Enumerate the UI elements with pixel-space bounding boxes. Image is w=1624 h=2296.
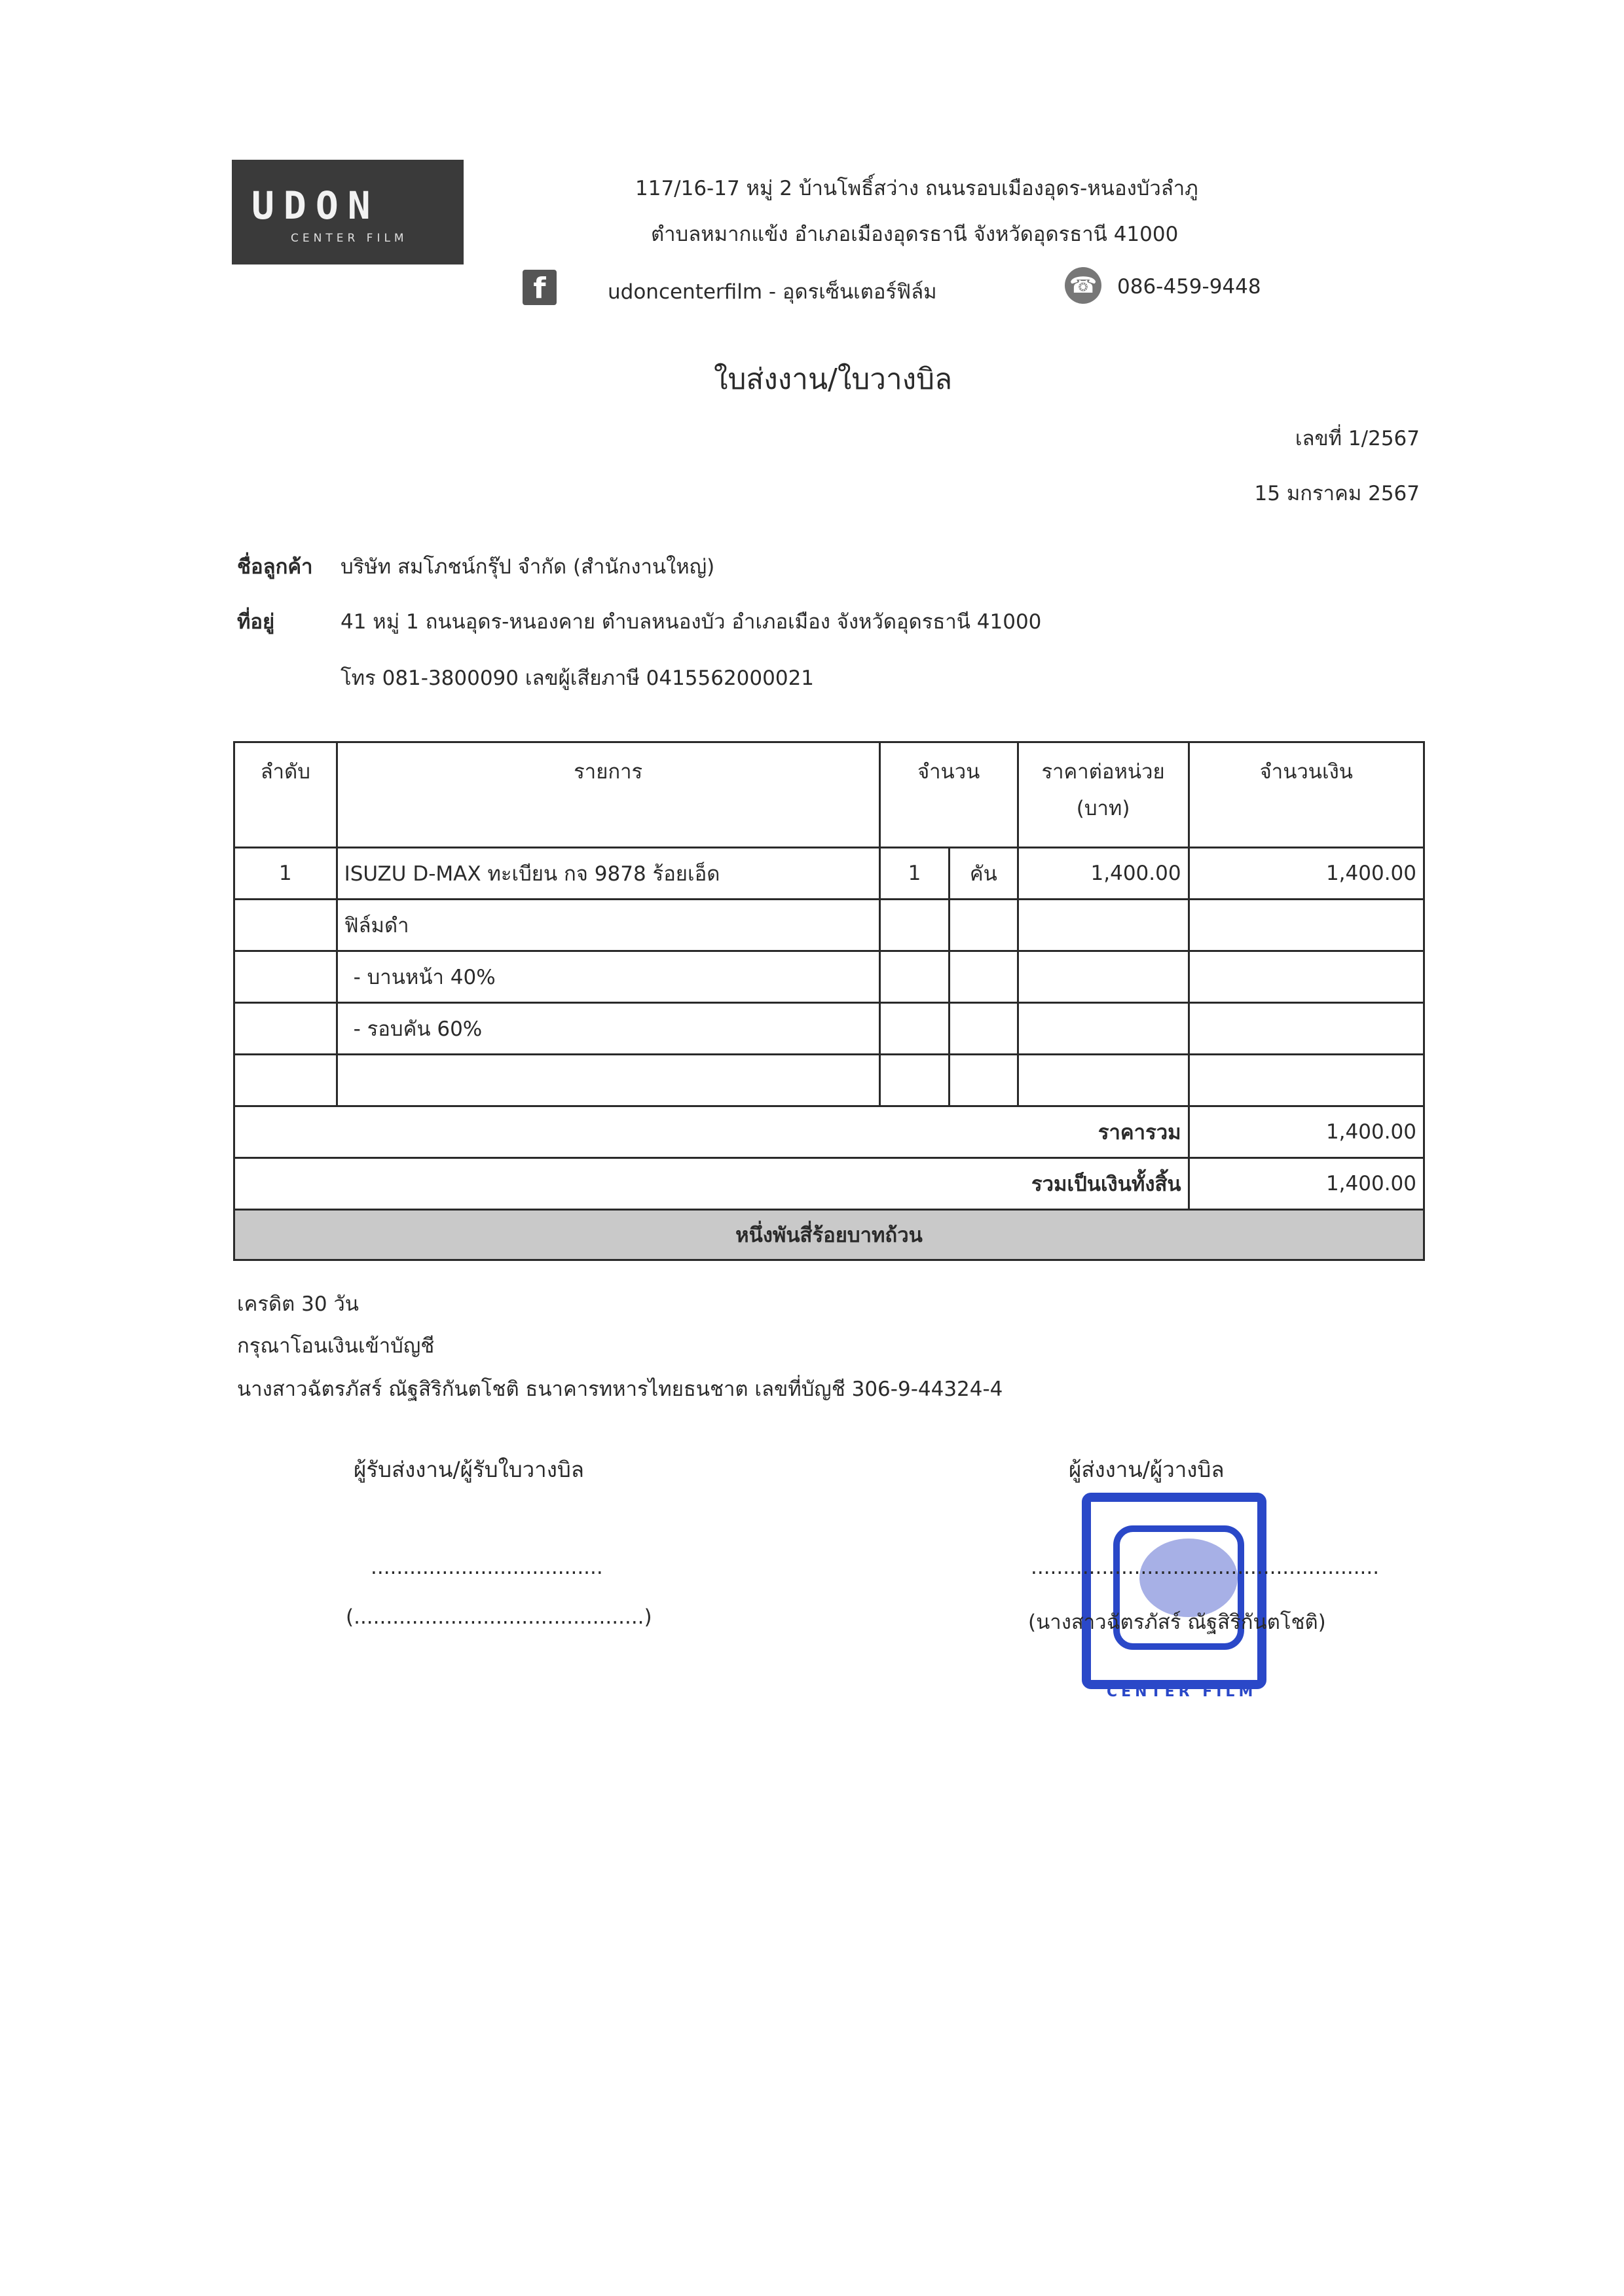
sender-label: ผู้ส่งงาน/ผู้วางบิล xyxy=(1069,1457,1225,1482)
row-amount xyxy=(1189,1055,1424,1106)
total-value: 1,400.00 xyxy=(1189,1158,1424,1210)
total-label: รวมเป็นเงินทั้งสิ้น xyxy=(234,1158,1189,1210)
row-item: - รอบคัน 60% xyxy=(337,1003,879,1055)
table-row xyxy=(234,951,1424,1003)
row-item: - บานหน้า 40% xyxy=(337,951,879,1003)
amount-in-words: หนึ่งพันสี่ร้อยบาทถ้วน xyxy=(234,1210,1424,1260)
amount-words-row xyxy=(234,1210,1424,1260)
header-no: ลำดับ xyxy=(234,742,337,848)
row-unit xyxy=(950,900,1018,951)
row-unit xyxy=(950,1055,1018,1106)
bank-account: นางสาวฉัตรภัสร์ ณัฐสิริกันตโชติ ธนาคารทหารไทยธนชาต เลขที่บัญชี 306-9-44324-4 xyxy=(237,1377,1003,1401)
row-qty xyxy=(879,900,949,951)
header-unit-price-line2: (บาท) xyxy=(1076,797,1130,820)
company-address-line1: 117/16-17 หมู่ 2 บ้านโพธิ์สว่าง ถนนรอบเมืองอุดร-หนองบัวลำภู xyxy=(635,177,1198,200)
document-date: 15 มกราคม 2567 xyxy=(1254,482,1420,505)
customer-name-label: ชื่อลูกค้า xyxy=(237,555,313,579)
logo-subtitle: CENTER FILM xyxy=(291,232,408,245)
row-price xyxy=(1018,951,1189,1003)
company-address-line2: ตำบลหมากแข้ง อำเภอเมืองอุดรธานี จังหวัดอุดรธานี 41000 xyxy=(651,223,1179,246)
row-qty xyxy=(879,1003,949,1055)
customer-address-label: ที่อยู่ xyxy=(237,610,275,634)
customer-contact: โทร 081-3800090 เลขผู้เสียภาษี 0415562000021 xyxy=(341,666,815,690)
total-row xyxy=(234,1158,1424,1210)
row-amount xyxy=(1189,951,1424,1003)
row-no xyxy=(234,1055,337,1106)
receiver-label: ผู้รับส่งงาน/ผู้รับใบวางบิล xyxy=(354,1457,584,1482)
phone-icon: ☎ xyxy=(1065,267,1101,304)
table-row xyxy=(234,848,1424,900)
table-row xyxy=(234,1055,1424,1106)
table-row xyxy=(234,1003,1424,1055)
header-unit-price xyxy=(1018,742,1189,848)
document-number: เลขที่ 1/2567 xyxy=(1295,427,1420,450)
header-qty: จำนวน xyxy=(879,742,1018,848)
row-item: ฟิล์มดำ xyxy=(337,900,879,951)
row-price xyxy=(1018,900,1189,951)
table-row xyxy=(234,900,1424,951)
credit-terms: เครดิต 30 วัน xyxy=(237,1292,359,1316)
row-amount xyxy=(1189,900,1424,951)
document-title: ใบส่งงาน/ใบวางบิล xyxy=(714,363,953,396)
header-item: รายการ xyxy=(337,742,879,848)
receiver-name: (.............................................) xyxy=(346,1605,652,1629)
subtotal-row xyxy=(234,1106,1424,1158)
row-qty xyxy=(879,951,949,1003)
customer-name: บริษัท สมโภชน์กรุ๊ป จำกัด (สำนักงานใหญ่) xyxy=(341,555,715,579)
table-header-row xyxy=(234,742,1424,848)
row-no xyxy=(234,900,337,951)
company-logo xyxy=(232,160,464,264)
company-phone: 086-459-9448 xyxy=(1117,275,1261,299)
facebook-name: udoncenterfilm - อุดรเซ็นเตอร์ฟิล์ม xyxy=(608,280,937,304)
row-price xyxy=(1018,1055,1189,1106)
row-amount xyxy=(1189,1003,1424,1055)
header-unit-price-line1: ราคาต่อหน่วย xyxy=(1041,760,1165,784)
sender-name: (นางสาวฉัตรภัสร์ ณัฐสิริกันตโชติ) xyxy=(1028,1611,1326,1634)
row-unit xyxy=(950,1003,1018,1055)
row-price xyxy=(1018,1003,1189,1055)
row-unit: คัน xyxy=(950,848,1018,900)
row-no: 1 xyxy=(234,848,337,900)
facebook-icon: f xyxy=(523,270,557,305)
stamp-text: CENTER FILM xyxy=(1107,1684,1257,1700)
customer-address: 41 หมู่ 1 ถนนอุดร-หนองคาย ตำบลหนองบัว อำเภอเมือง จังหวัดอุดรธานี 41000 xyxy=(341,610,1042,634)
row-item xyxy=(337,1055,879,1106)
logo-word: UDON xyxy=(251,183,380,228)
transfer-note: กรุณาโอนเงินเข้าบัญชี xyxy=(237,1334,435,1358)
row-qty xyxy=(879,1055,949,1106)
sender-signature-line: ...................................................... xyxy=(1031,1556,1380,1579)
row-qty: 1 xyxy=(879,848,949,900)
items-table xyxy=(233,741,1425,1261)
subtotal-value: 1,400.00 xyxy=(1189,1106,1424,1158)
row-no xyxy=(234,951,337,1003)
row-amount: 1,400.00 xyxy=(1189,848,1424,900)
subtotal-label: ราคารวม xyxy=(234,1106,1189,1158)
receiver-signature-line: .................................... xyxy=(371,1556,603,1579)
header-amount: จำนวนเงิน xyxy=(1189,742,1424,848)
row-unit xyxy=(950,951,1018,1003)
row-item: ISUZU D-MAX ทะเบียน กจ 9878 ร้อยเอ็ด xyxy=(337,848,879,900)
row-price: 1,400.00 xyxy=(1018,848,1189,900)
row-no xyxy=(234,1003,337,1055)
